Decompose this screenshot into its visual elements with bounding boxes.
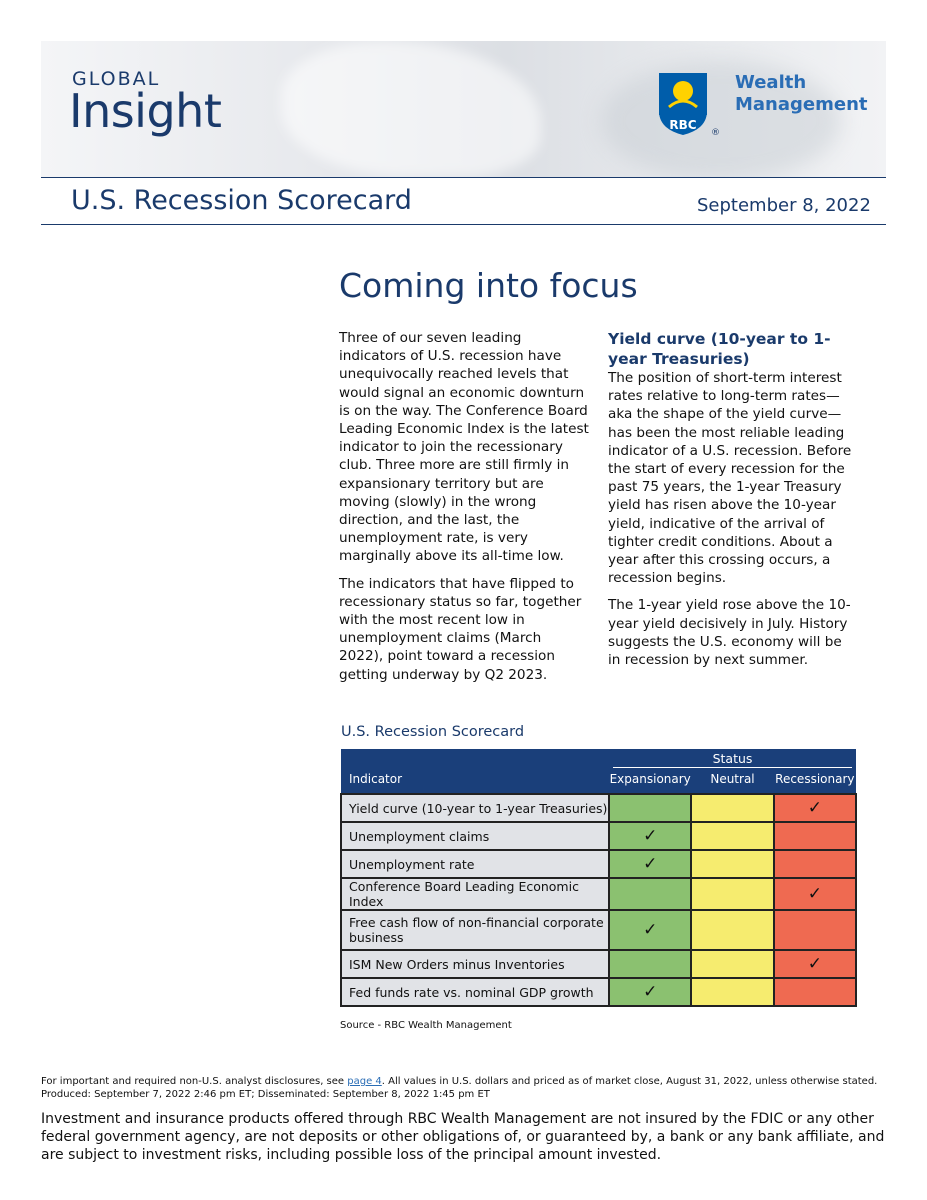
document-title: U.S. Recession Scorecard bbox=[71, 185, 412, 216]
expansionary-cell bbox=[609, 978, 691, 1006]
expansionary-cell bbox=[609, 850, 691, 878]
expansionary-cell bbox=[609, 910, 691, 950]
section-heading: Yield curve (10-year to 1-year Treasuries) bbox=[608, 330, 831, 368]
scorecard-title: U.S. Recession Scorecard bbox=[341, 724, 525, 740]
indicator-name: Unemployment rate bbox=[341, 850, 609, 878]
indicator-name: Fed funds rate vs. nominal GDP growth bbox=[341, 978, 609, 1006]
paragraph: Three of our seven leading indicators of U.S. recession have unequivocally reached levels that would signal an economic downturn is on the way. The Conference Board Leading Economic Index is the latest indicator to join the recessionary club. Three more are still firmly in expansionary territory but are moving (slowly) in the wrong direction, and the last, the unemployment rate, is very marginally above its all-time low. bbox=[339, 330, 589, 565]
expansionary-cell bbox=[609, 794, 691, 822]
neutral-cell bbox=[691, 794, 773, 822]
scorecard-row bbox=[341, 794, 856, 822]
recessionary-column-header: Recessionary bbox=[774, 769, 856, 794]
body-column-2 bbox=[608, 329, 858, 678]
body-column-1 bbox=[339, 329, 589, 693]
disclosure-text bbox=[41, 1075, 886, 1101]
headline: Coming into focus bbox=[339, 266, 638, 305]
scorecard-row bbox=[341, 978, 856, 1006]
lion-emblem-icon bbox=[673, 81, 693, 101]
scorecard-table bbox=[340, 749, 857, 1007]
recessionary-cell bbox=[774, 794, 856, 822]
registered-mark: ® bbox=[711, 128, 720, 138]
neutral-cell bbox=[691, 950, 773, 978]
status-header: Status bbox=[609, 749, 856, 769]
neutral-cell bbox=[691, 822, 773, 850]
indicator-name: Free cash flow of non-financial corporate business bbox=[341, 910, 609, 950]
rbc-logo bbox=[657, 71, 709, 137]
document-date: September 8, 2022 bbox=[697, 195, 871, 216]
recessionary-cell bbox=[774, 910, 856, 950]
page-4-link[interactable]: page 4 bbox=[347, 1076, 382, 1087]
neutral-cell bbox=[691, 910, 773, 950]
scorecard-body bbox=[341, 794, 856, 1006]
disclosure-part: . All values in U.S. dollars and priced as of market close, August 31, 2022, unless otherwise stated. bbox=[381, 1076, 878, 1087]
banner-map-graphic bbox=[281, 41, 541, 177]
wealth-line1: Wealth bbox=[735, 72, 807, 93]
paragraph: The position of short-term interest rates relative to long-term rates—aka the shape of the yield curve—has been the most reliable leading indicator of a U.S. recession. Before the start of every recession for the past 75 years, the 1-year Treasury yield has risen above the 10-year yield, indicative of the arrival of tighter credit conditions. About a year after this crossing occurs, a recession begins. bbox=[608, 370, 852, 587]
checkmark-icon: ✓ bbox=[807, 884, 822, 904]
rbc-logo-text: RBC bbox=[669, 118, 697, 132]
disclosure-part: For important and required non-U.S. analyst disclosures, see bbox=[41, 1076, 348, 1087]
wealth-management-wordmark bbox=[735, 72, 868, 116]
recessionary-cell bbox=[774, 878, 856, 910]
checkmark-icon: ✓ bbox=[643, 826, 658, 846]
checkmark-icon: ✓ bbox=[807, 954, 822, 974]
checkmark-icon: ✓ bbox=[807, 798, 822, 818]
expansionary-cell bbox=[609, 878, 691, 910]
scorecard-row bbox=[341, 850, 856, 878]
production-dates: Produced: September 7, 2022 2:46 pm ET; Disseminated: September 8, 2022 1:45 pm ET bbox=[41, 1089, 490, 1100]
header-spacer bbox=[341, 749, 609, 769]
indicator-name: ISM New Orders minus Inventories bbox=[341, 950, 609, 978]
paragraph: The 1-year yield rose above the 10-year yield decisively in July. History suggests the U.S. economy will be in recession by next summer. bbox=[608, 597, 851, 669]
scorecard-row bbox=[341, 950, 856, 978]
brand-insight: Insight bbox=[69, 84, 222, 138]
scorecard-row bbox=[341, 910, 856, 950]
expansionary-cell bbox=[609, 950, 691, 978]
checkmark-icon: ✓ bbox=[643, 854, 658, 874]
recessionary-cell bbox=[774, 822, 856, 850]
expansionary-cell bbox=[609, 822, 691, 850]
legal-notice: Investment and insurance products offered through RBC Wealth Management are not insured by the FDIC or any other federal government agency, are not deposits or other obligations of, or guaranteed by, a bank or any bank affiliate, and are subject to investment risks, including possible loss of the principal amount invested. bbox=[41, 1111, 885, 1163]
recessionary-cell bbox=[774, 950, 856, 978]
neutral-cell bbox=[691, 850, 773, 878]
table-source: Source - RBC Wealth Management bbox=[340, 1020, 512, 1031]
scorecard-row bbox=[341, 878, 856, 910]
neutral-cell bbox=[691, 878, 773, 910]
expansionary-column-header: Expansionary bbox=[609, 769, 691, 794]
paragraph: The indicators that have flipped to recessionary status so far, together with the most recent low in unemployment claims (March 2022), point toward a recession getting underway by Q2 2023. bbox=[339, 575, 582, 683]
wealth-line2: Management bbox=[735, 94, 868, 115]
recessionary-cell bbox=[774, 850, 856, 878]
checkmark-icon: ✓ bbox=[643, 982, 658, 1002]
indicator-column-header: Indicator bbox=[341, 769, 609, 794]
neutral-column-header: Neutral bbox=[691, 769, 773, 794]
indicator-name: Conference Board Leading Economic Index bbox=[341, 878, 609, 910]
brand-global: GLOBAL bbox=[72, 68, 161, 90]
indicator-name: Yield curve (10-year to 1-year Treasuries) bbox=[341, 794, 609, 822]
scorecard-row bbox=[341, 822, 856, 850]
recessionary-cell bbox=[774, 978, 856, 1006]
checkmark-icon: ✓ bbox=[643, 920, 658, 940]
neutral-cell bbox=[691, 978, 773, 1006]
indicator-name: Unemployment claims bbox=[341, 822, 609, 850]
